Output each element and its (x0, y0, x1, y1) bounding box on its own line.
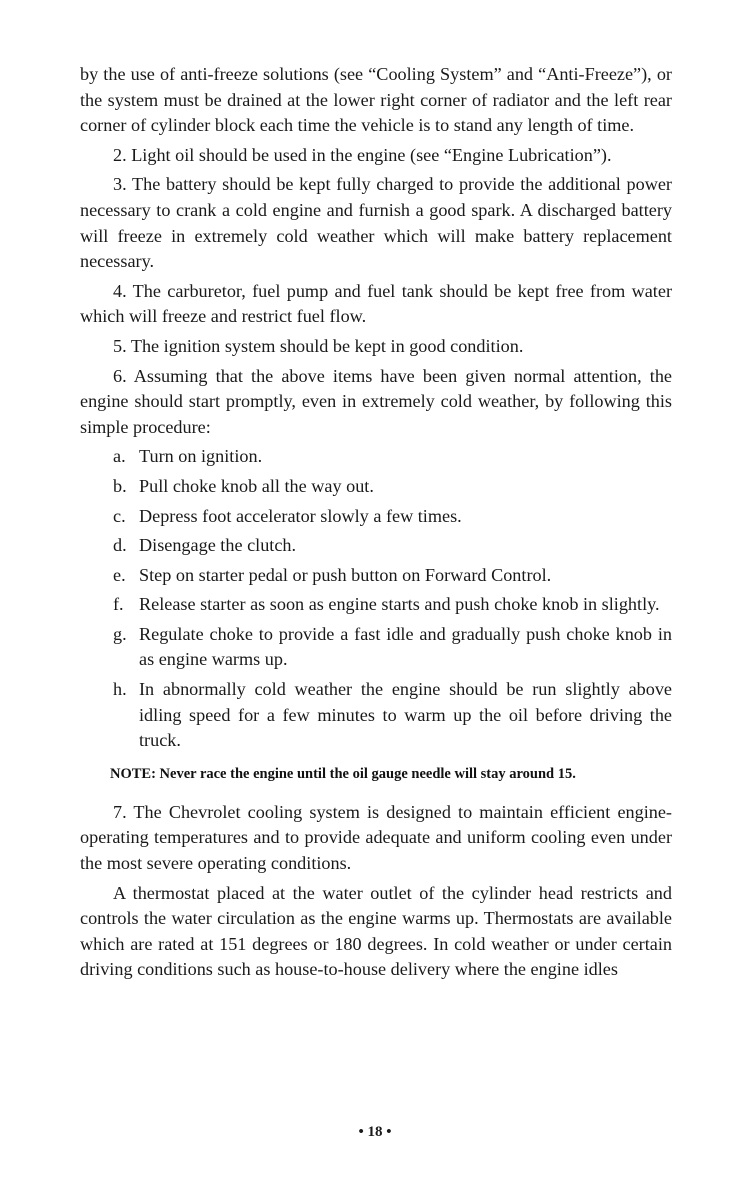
procedure-steps (80, 444, 672, 754)
step-g (80, 622, 672, 673)
step-text: Regulate choke to provide a fast idle and gradually push choke knob in as engine warms up. (139, 623, 672, 670)
step-a (80, 444, 672, 470)
step-text: Release starter as soon as engine starts and push choke knob in slightly. (139, 594, 660, 615)
note-callout: NOTE: Never race the engine until the oil gauge needle will stay around 15. (110, 765, 576, 782)
paragraph-item-4: 4. The carburetor, fuel pump and fuel tank should be kept free from water which will freeze and restrict fuel flow. (80, 280, 672, 327)
paragraph-item-3: 3. The battery should be kept fully charged to provide the additional power necessary to crank a cold engine and furnish a good spark. A discharged battery will freeze in extremely cold weather which will make battery replacement necessary. (80, 174, 672, 272)
document-page (80, 62, 672, 987)
step-letter: a. (113, 446, 126, 467)
step-letter: b. (113, 475, 127, 496)
step-d (80, 533, 672, 559)
step-letter: e. (113, 564, 126, 585)
step-letter: h. (113, 679, 127, 700)
step-text: Step on starter pedal or push button on Forward Control. (139, 564, 552, 585)
step-letter: c. (113, 505, 126, 526)
step-letter: d. (113, 535, 127, 556)
step-letter: g. (113, 623, 127, 644)
step-text: In abnormally cold weather the engine should be run slightly above idling speed for a few minutes to warm up the oil before driving the truck. (139, 679, 672, 751)
step-text: Disengage the clutch. (139, 535, 297, 556)
step-text: Pull choke knob all the way out. (139, 475, 374, 496)
step-letter: f. (113, 594, 124, 615)
paragraph-item-5: 5. The ignition system should be kept in good condition. (113, 335, 524, 356)
paragraph-item-6: 6. Assuming that the above items have been given normal attention, the engine should start promptly, even in extremely cold weather, by following this simple procedure: (80, 365, 672, 437)
paragraph-item-7: 7. The Chevrolet cooling system is designed to maintain efficient engine-operating temperatures and to provide adequate and uniform cooling even under the most severe operating conditions. (80, 801, 672, 874)
step-text: Depress foot accelerator slowly a few times. (139, 505, 462, 526)
step-b (80, 474, 672, 500)
paragraph-item-2: 2. Light oil should be used in the engine (see “Engine Lubrication”). (113, 144, 612, 165)
step-e (80, 563, 672, 589)
step-text: Turn on ignition. (139, 446, 263, 467)
step-h (80, 677, 672, 754)
step-f (80, 592, 672, 618)
step-c (80, 504, 672, 530)
paragraph-continuation: by the use of anti-freeze solutions (see “Cooling System” and “Anti-Freeze”), or the system must be drained at the lower right corner of radiator and the left rear corner of cylinder block each time the vehicle is to stand any length of time. (80, 64, 672, 136)
page-number: • 18 • (358, 1124, 392, 1140)
paragraph-thermostat: A thermostat placed at the water outlet of the cylinder head restricts and controls the water circulation as the engine warms up. Thermostats are available which are rated at 151 degrees or 180 degrees. In cold weather or under certain driving conditions such as house-to-house delivery where the engine idles (80, 882, 672, 980)
